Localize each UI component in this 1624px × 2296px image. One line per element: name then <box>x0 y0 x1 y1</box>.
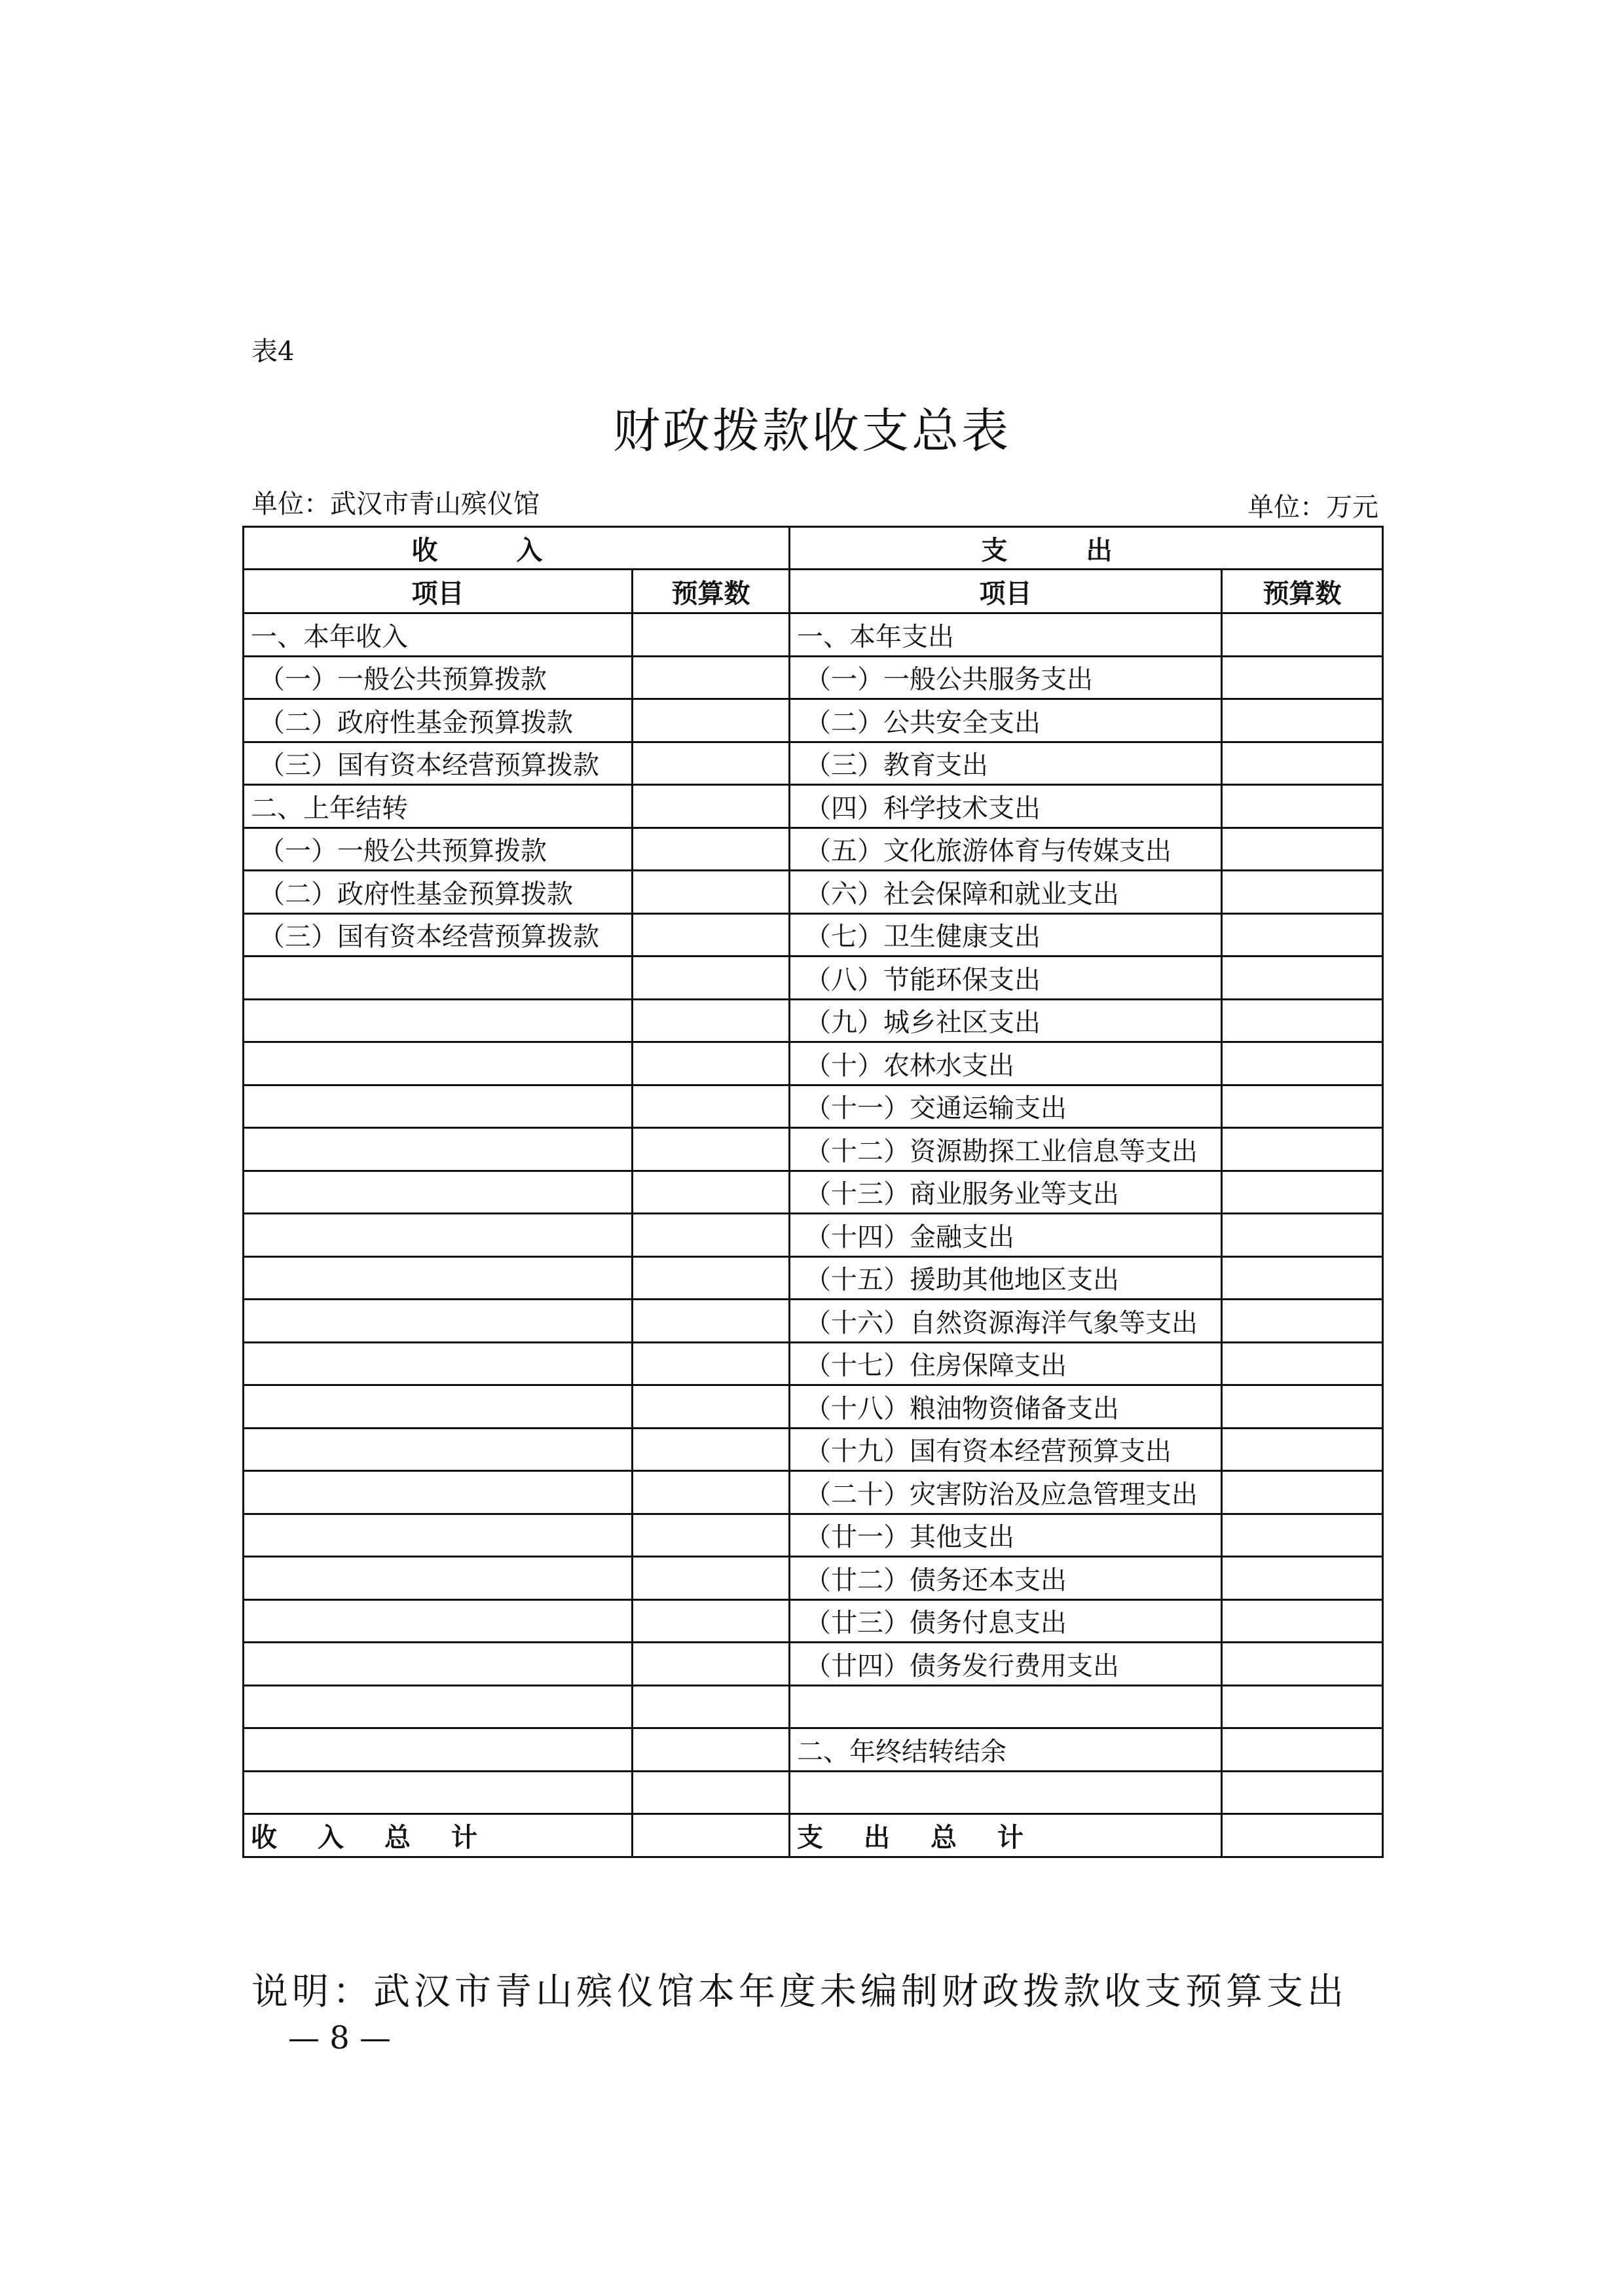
expense-budget-cell <box>1222 785 1383 828</box>
expense-item-cell: （二）公共安全支出 <box>790 699 1222 742</box>
table-row <box>244 699 1383 742</box>
income-budget-cell <box>633 1042 790 1085</box>
income-budget-cell <box>633 999 790 1042</box>
income-budget-cell <box>633 1685 790 1728</box>
income-item-cell: （一）一般公共预算拨款 <box>244 656 633 699</box>
income-item-cell <box>244 1042 633 1085</box>
table-row <box>244 871 1383 914</box>
expense-budget-header: 预算数 <box>1222 570 1383 613</box>
expense-item-cell: 二、年终结转结余 <box>790 1728 1222 1772</box>
income-budget-cell <box>633 1300 790 1343</box>
expense-budget-cell <box>1222 1599 1383 1643</box>
income-item-cell <box>244 957 633 1000</box>
income-item-cell <box>244 1128 633 1171</box>
page-title: 财政拨款收支总表 <box>612 403 1011 458</box>
table-row <box>244 785 1383 828</box>
table-row <box>244 1385 1383 1429</box>
income-budget-cell <box>633 1728 790 1772</box>
income-item-cell: （三）国有资本经营预算拨款 <box>244 913 633 957</box>
expense-item-cell: （十八）粮油物资储备支出 <box>790 1385 1222 1429</box>
expense-item-cell: （二十）灾害防治及应急管理支出 <box>790 1471 1222 1514</box>
expense-budget-cell <box>1222 828 1383 871</box>
expense-item-cell: （廿一）其他支出 <box>790 1514 1222 1557</box>
total-income-label: 收入总计 <box>244 1814 633 1857</box>
table-row <box>244 957 1383 1000</box>
expense-item-cell: （八）节能环保支出 <box>790 957 1222 1000</box>
expense-budget-cell <box>1222 1428 1383 1471</box>
income-item-cell <box>244 1599 633 1643</box>
income-budget-cell <box>633 1471 790 1514</box>
expense-budget-cell <box>1222 1471 1383 1514</box>
table-row <box>244 1342 1383 1385</box>
table-number: 表4 <box>251 337 295 367</box>
expense-budget-cell <box>1222 957 1383 1000</box>
income-item-cell: （三）国有资本经营预算拨款 <box>244 742 633 785</box>
expense-item-cell: （十四）金融支出 <box>790 1214 1222 1257</box>
income-item-cell: 二、上年结转 <box>244 785 633 828</box>
expense-budget-cell <box>1222 1300 1383 1343</box>
table-row <box>244 1771 1383 1814</box>
income-budget-cell <box>633 656 790 699</box>
expense-budget-cell <box>1222 1128 1383 1171</box>
expense-item-header: 项目 <box>790 570 1222 613</box>
expense-budget-cell <box>1222 613 1383 657</box>
table-row <box>244 1643 1383 1686</box>
expense-header: 支出 <box>790 527 1383 570</box>
income-item-cell <box>244 1300 633 1343</box>
income-item-cell <box>244 1171 633 1214</box>
income-budget-cell <box>633 785 790 828</box>
income-budget-cell <box>633 828 790 871</box>
expense-budget-cell <box>1222 871 1383 914</box>
income-item-cell <box>244 1771 633 1814</box>
table-row <box>244 1300 1383 1343</box>
income-budget-header: 预算数 <box>633 570 790 613</box>
expense-item-cell: （十二）资源勘探工业信息等支出 <box>790 1128 1222 1171</box>
page-number: — 8 — <box>288 2020 392 2056</box>
table-row <box>244 1214 1383 1257</box>
expense-budget-cell <box>1222 913 1383 957</box>
income-item-cell <box>244 1557 633 1600</box>
income-budget-cell <box>633 1128 790 1171</box>
income-item-cell: （二）政府性基金预算拨款 <box>244 871 633 914</box>
table-row <box>244 1514 1383 1557</box>
expense-budget-cell <box>1222 1042 1383 1085</box>
expense-budget-cell <box>1222 999 1383 1042</box>
income-budget-cell <box>633 699 790 742</box>
expense-budget-cell <box>1222 1214 1383 1257</box>
income-budget-cell <box>633 1599 790 1643</box>
income-item-cell: 一、本年收入 <box>244 613 633 657</box>
income-budget-cell <box>633 1771 790 1814</box>
income-item-cell <box>244 1728 633 1772</box>
income-budget-cell <box>633 1557 790 1600</box>
expense-item-cell: （十）农林水支出 <box>790 1042 1222 1085</box>
income-budget-cell <box>633 1171 790 1214</box>
expense-item-cell: （廿三）债务付息支出 <box>790 1599 1222 1643</box>
table-header-row <box>244 527 1383 570</box>
expense-item-cell: （十一）交通运输支出 <box>790 1085 1222 1128</box>
expense-item-cell: （十七）住房保障支出 <box>790 1342 1222 1385</box>
expense-item-cell: （五）文化旅游体育与传媒支出 <box>790 828 1222 871</box>
table-row <box>244 1471 1383 1514</box>
total-row <box>244 1814 1383 1857</box>
income-budget-cell <box>633 1342 790 1385</box>
unit-currency: 单位：万元 <box>1247 492 1378 522</box>
expense-budget-cell <box>1222 1342 1383 1385</box>
table-row <box>244 999 1383 1042</box>
table-row <box>244 1599 1383 1643</box>
table-row <box>244 913 1383 957</box>
income-budget-cell <box>633 871 790 914</box>
total-expense-label: 支出总计 <box>790 1814 1222 1857</box>
table-row <box>244 828 1383 871</box>
table-row <box>244 1428 1383 1471</box>
income-budget-cell <box>633 1214 790 1257</box>
expense-item-cell: （廿二）债务还本支出 <box>790 1557 1222 1600</box>
expense-item-cell: （十三）商业服务业等支出 <box>790 1171 1222 1214</box>
income-item-cell <box>244 1342 633 1385</box>
income-item-cell <box>244 1256 633 1300</box>
income-item-cell <box>244 1685 633 1728</box>
expense-item-cell: （十五）援助其他地区支出 <box>790 1256 1222 1300</box>
income-budget-cell <box>633 1514 790 1557</box>
income-budget-cell <box>633 1385 790 1429</box>
expense-item-cell: （四）科学技术支出 <box>790 785 1222 828</box>
income-item-cell <box>244 1514 633 1557</box>
expense-budget-cell <box>1222 1771 1383 1814</box>
expense-budget-cell <box>1222 1728 1383 1772</box>
table-row <box>244 613 1383 657</box>
expense-budget-cell <box>1222 1643 1383 1686</box>
income-item-header: 项目 <box>244 570 633 613</box>
expense-item-cell: （六）社会保障和就业支出 <box>790 871 1222 914</box>
income-item-cell: （二）政府性基金预算拨款 <box>244 699 633 742</box>
table-row <box>244 1042 1383 1085</box>
expense-item-cell: 一、本年支出 <box>790 613 1222 657</box>
income-budget-cell <box>633 1085 790 1128</box>
expense-budget-cell <box>1222 1685 1383 1728</box>
expense-budget-cell <box>1222 742 1383 785</box>
table-row <box>244 1685 1383 1728</box>
explanation-note: 说明：武汉市青山殡仪馆本年度未编制财政拨款收支预算支出 <box>251 1971 1348 2013</box>
expense-budget-cell <box>1222 1385 1383 1429</box>
table-row <box>244 1728 1383 1772</box>
income-item-cell <box>244 1471 633 1514</box>
income-item-cell <box>244 1385 633 1429</box>
income-item-cell <box>244 1428 633 1471</box>
total-expense-value <box>1222 1814 1383 1857</box>
table-row <box>244 1085 1383 1128</box>
table-row <box>244 656 1383 699</box>
income-budget-cell <box>633 1428 790 1471</box>
table-row <box>244 1128 1383 1171</box>
income-item-cell <box>244 1643 633 1686</box>
income-item-cell: （一）一般公共预算拨款 <box>244 828 633 871</box>
income-header: 收入 <box>244 527 790 570</box>
expense-item-cell: （廿四）债务发行费用支出 <box>790 1643 1222 1686</box>
expense-item-cell: （九）城乡社区支出 <box>790 999 1222 1042</box>
table-row <box>244 1256 1383 1300</box>
table-row <box>244 1557 1383 1600</box>
income-item-cell <box>244 999 633 1042</box>
income-budget-cell <box>633 957 790 1000</box>
expense-budget-cell <box>1222 1256 1383 1300</box>
expense-item-cell <box>790 1771 1222 1814</box>
income-budget-cell <box>633 1643 790 1686</box>
expense-budget-cell <box>1222 699 1383 742</box>
table-row <box>244 1171 1383 1214</box>
expense-item-cell: （十六）自然资源海洋气象等支出 <box>790 1300 1222 1343</box>
expense-item-cell: （十九）国有资本经营预算支出 <box>790 1428 1222 1471</box>
income-budget-cell <box>633 913 790 957</box>
expense-budget-cell <box>1222 1171 1383 1214</box>
expense-budget-cell <box>1222 1085 1383 1128</box>
expense-item-cell: （七）卫生健康支出 <box>790 913 1222 957</box>
expense-item-cell: （三）教育支出 <box>790 742 1222 785</box>
table-subheader-row <box>244 570 1383 613</box>
budget-table <box>242 526 1384 1858</box>
expense-item-cell: （一）一般公共服务支出 <box>790 656 1222 699</box>
expense-budget-cell <box>1222 1557 1383 1600</box>
income-item-cell <box>244 1214 633 1257</box>
table-row <box>244 742 1383 785</box>
income-budget-cell <box>633 1256 790 1300</box>
income-budget-cell <box>633 742 790 785</box>
unit-organization: 单位：武汉市青山殡仪馆 <box>251 489 540 519</box>
expense-item-cell <box>790 1685 1222 1728</box>
income-item-cell <box>244 1085 633 1128</box>
expense-budget-cell <box>1222 1514 1383 1557</box>
expense-budget-cell <box>1222 656 1383 699</box>
total-income-value <box>633 1814 790 1857</box>
income-budget-cell <box>633 613 790 657</box>
